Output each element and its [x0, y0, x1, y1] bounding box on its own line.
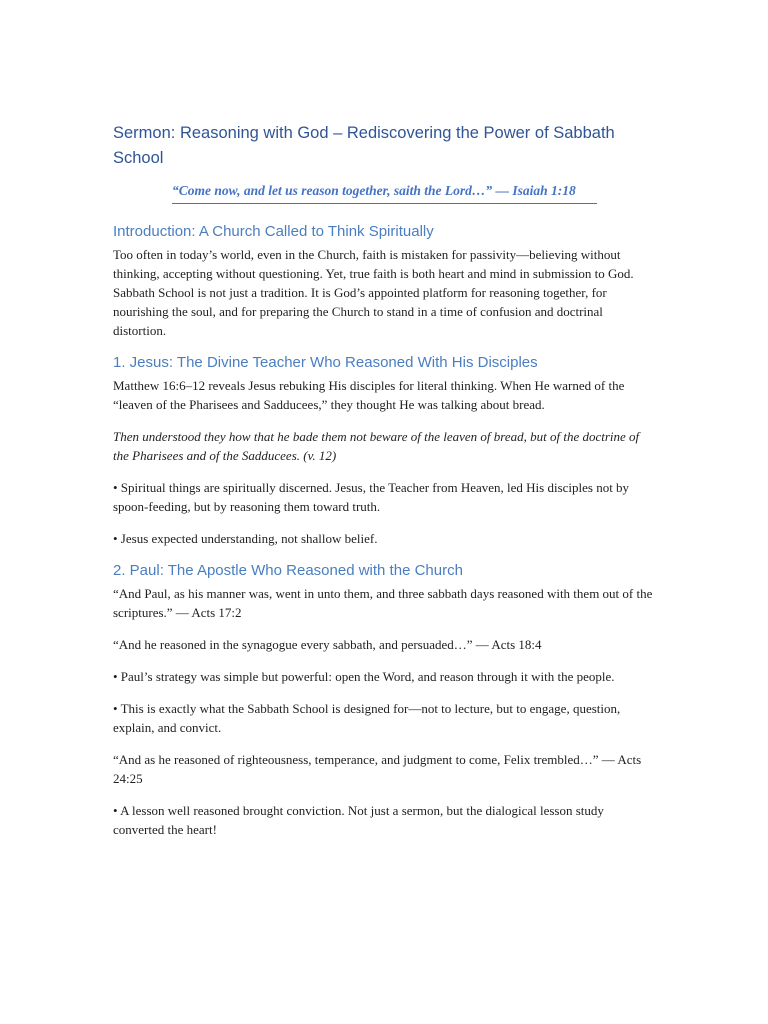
- section-2-bullet-2: • This is exactly what the Sabbath School is designed for—not to lecture, but to engage, question, explain, and convict.: [113, 701, 621, 735]
- section-2-bullet-1: • Paul’s strategy was simple but powerful: open the Word, and reason through it with the people.: [113, 669, 615, 684]
- section-2-bullet-3: • A lesson well reasoned brought conviction. Not just a sermon, but the dialogical lesson study converted the heart!: [113, 803, 604, 837]
- sermon-title: Sermon: Reasoning with God – Rediscovering the Power of Sabbath School: [113, 124, 615, 167]
- section-1-paragraph: Matthew 16:6–12 reveals Jesus rebuking His disciples for literal thinking. When He warned of the “leaven of the Pharisees and Sadducees,” they thought He was talking about bread.: [113, 378, 625, 412]
- document-body: [113, 121, 658, 852]
- epigraph-quote: “Come now, and let us reason together, saith the Lord…” — Isaiah 1:18: [172, 181, 597, 204]
- intro-heading: Introduction: A Church Called to Think Spiritually: [113, 223, 434, 240]
- section-2-acts-24-quote: “And as he reasoned of righteousness, temperance, and judgment to come, Felix trembled…” — Acts 24:25: [113, 752, 642, 786]
- section-1-bullet-1: • Spiritual things are spiritually discerned. Jesus, the Teacher from Heaven, led His disciples not by spoon-feeding, but by reasoning them toward truth.: [113, 480, 630, 514]
- section-2-heading: 2. Paul: The Apostle Who Reasoned with the Church: [113, 562, 463, 579]
- intro-paragraph: Too often in today’s world, even in the Church, faith is mistaken for passivity—believing without thinking, accepting without questioning. Yet, true faith is both heart and mind in submission to God. Sabbath School is not just a tradition. It is God’s appointed platform for reasoning together, for nourishing the soul, and for preparing the Church to stand in a time of confusion and doctrinal distortion.: [113, 247, 634, 338]
- section-1-heading: 1. Jesus: The Divine Teacher Who Reasoned With His Disciples: [113, 354, 538, 371]
- section-2-acts-18-quote: “And he reasoned in the synagogue every sabbath, and persuaded…” — Acts 18:4: [113, 637, 542, 652]
- section-1-scripture-quote: Then understood they how that he bade them not beware of the leaven of bread, but of the doctrine of the Pharisees and of the Sadducees. (v. 12): [113, 429, 640, 463]
- section-2-acts-17-quote: “And Paul, as his manner was, went in unto them, and three sabbath days reasoned with them out of the scriptures.” — Acts 17:2: [113, 586, 653, 620]
- section-1-bullet-2: • Jesus expected understanding, not shallow belief.: [113, 531, 378, 546]
